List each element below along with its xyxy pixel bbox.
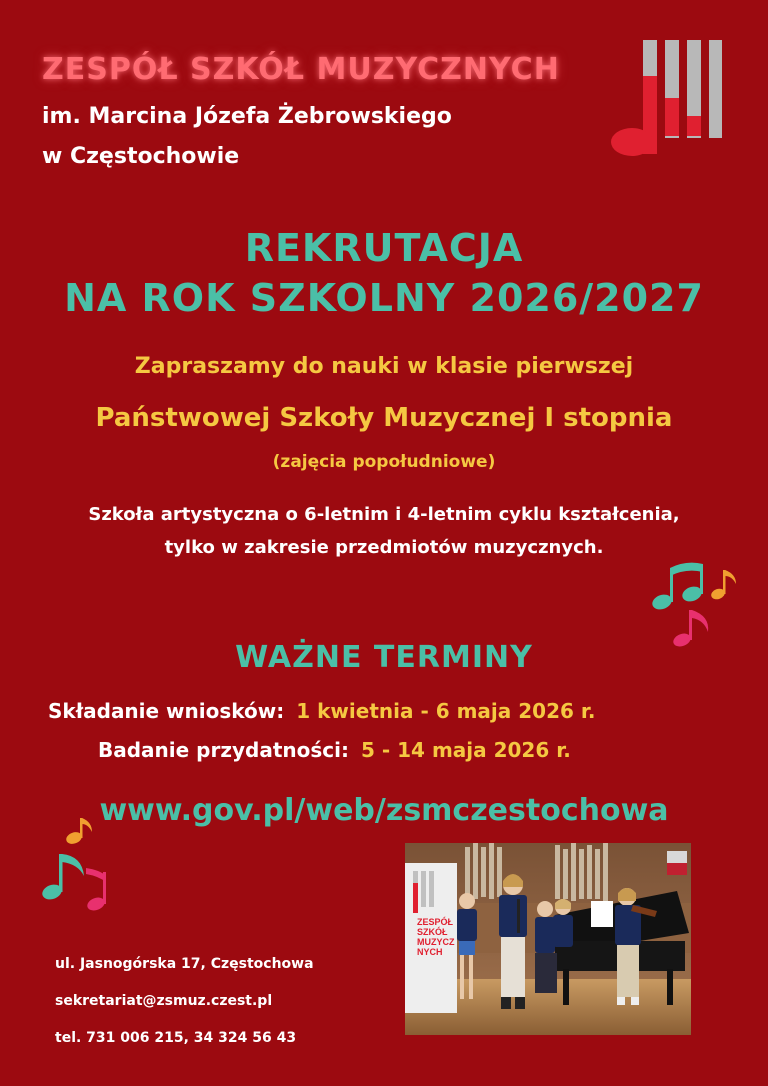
school-type: Państwowej Szkoły Muzycznej I stopnia — [95, 403, 673, 433]
school-patron: im. Marcina Józefa Żebrowskiego — [42, 104, 452, 129]
contact-phone: tel. 731 006 215, 34 324 56 43 — [55, 1030, 297, 1046]
concert-photo — [405, 843, 691, 1035]
term-row — [48, 699, 595, 723]
school-name: ZESPÓŁ SZKÓŁ MUZYCZNYCH — [42, 52, 560, 87]
banner-text: NYCH — [417, 947, 443, 957]
headline-line2: NA ROK SZKOLNY 2026/2027 — [64, 276, 704, 320]
term-label: Składanie wniosków: — [48, 699, 285, 723]
term-value: 5 - 14 maja 2026 r. — [361, 738, 571, 762]
terms-title: WAŻNE TERMINY — [235, 640, 533, 675]
website-link[interactable]: www.gov.pl/web/zsmczestochowa — [99, 793, 669, 828]
banner-text: MUZYCZ — [417, 937, 455, 947]
banner-text: SZKÓŁ — [417, 927, 448, 937]
afternoon-note: (zajęcia popołudniowe) — [272, 452, 496, 472]
contact-email[interactable]: sekretariat@zsmuz.czest.pl — [55, 993, 273, 1009]
term-label: Badanie przydatności: — [98, 738, 349, 762]
music-notes-icon — [38, 816, 114, 916]
school-city: w Częstochowie — [42, 144, 240, 169]
invitation-text: Zapraszamy do nauki w klasie pierwszej — [134, 354, 634, 379]
description-line1: Szkoła artystyczna o 6-letnim i 4-letnim cyklu kształcenia, — [88, 504, 680, 525]
concert-photo-illustration — [405, 843, 691, 1035]
term-value: 1 kwietnia - 6 maja 2026 r. — [296, 699, 596, 723]
term-row — [98, 738, 571, 762]
school-logo-icon — [610, 38, 722, 158]
description-line2: tylko w zakresie przedmiotów muzycznych. — [164, 537, 604, 558]
banner-text: ZESPÓŁ — [417, 917, 454, 927]
contact-address: ul. Jasnogórska 17, Częstochowa — [55, 956, 314, 972]
headline-line1: REKRUTACJA — [244, 226, 524, 270]
